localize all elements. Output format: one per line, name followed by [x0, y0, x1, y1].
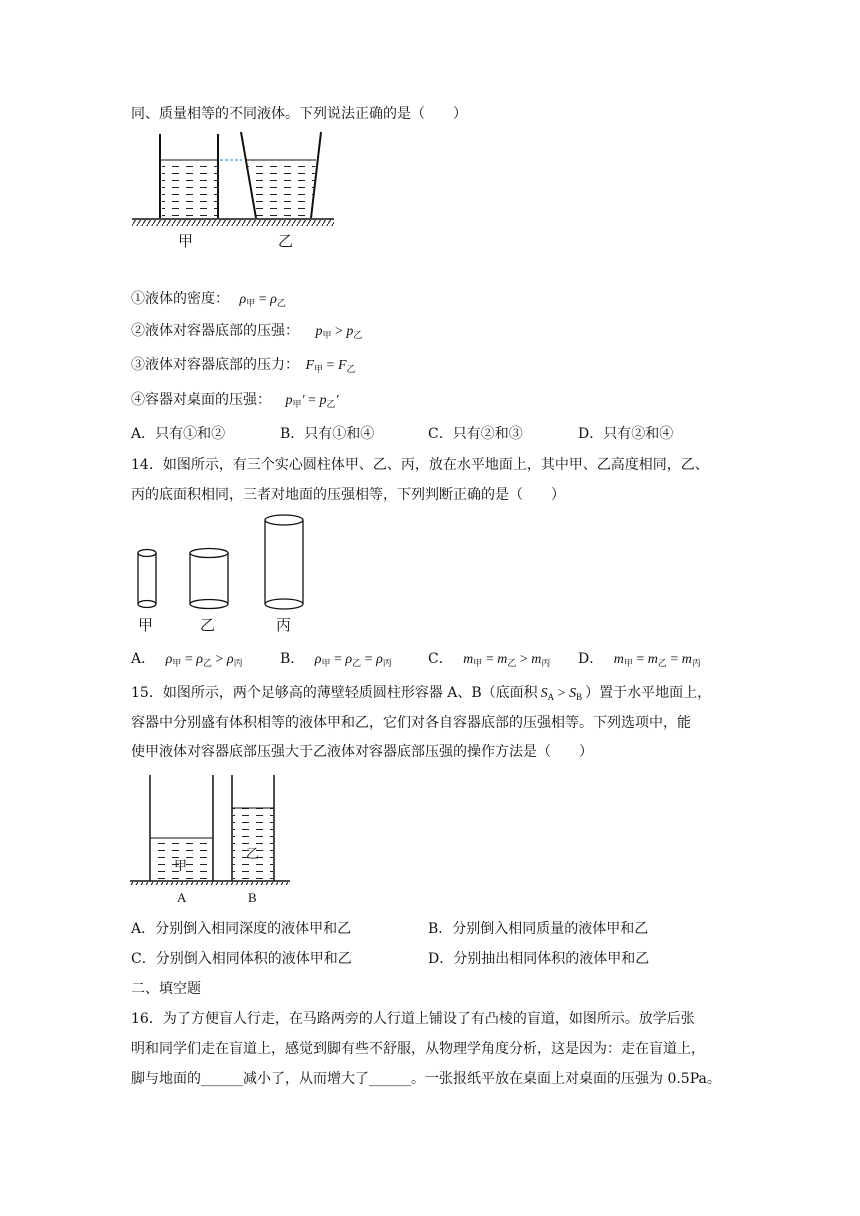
q14-label-yi: 乙	[200, 616, 216, 634]
q15-stem-line-1: 15．如图所示，两个足够高的薄壁轻质圆柱形容器 A、B（底面积 $S_A > S_B$ ）置于水平地面上，	[131, 685, 712, 702]
q15-stem-line-3: 使甲液体对容器底部压强大于乙液体对容器底部压强的操作方法是（ ）	[131, 744, 593, 760]
section-heading-fill-blank: 二、填空题	[131, 981, 201, 997]
q13-stem-tail: 同、质量相等的不同液体。下列说法正确的是（ ）	[131, 106, 467, 122]
q14-figure	[128, 510, 318, 640]
q15-option-a[interactable]: A．分别倒入相同深度的液体甲和乙	[131, 921, 352, 937]
q13-option-c[interactable]: C．只有②和③	[428, 426, 523, 442]
q15-liquid-label-yi: 乙	[246, 846, 260, 861]
q14-option-a[interactable]: A． $\rho_甲 = \rho_乙 > \rho_丙$	[131, 651, 243, 668]
q16-line-1: 16．为了方便盲人行走，在马路两旁的人行道上铺设了有凸棱的盲道，如图所示。放学后张	[131, 1011, 695, 1027]
q13-label-jia: 甲	[178, 232, 194, 250]
q13-label-yi: 乙	[278, 232, 294, 250]
q14-stem-line-1: 14．如图所示，有三个实心圆柱体甲、乙、丙，放在水平地面上，其中甲、乙高度相同，乙、	[131, 457, 709, 473]
q15-liquid-label-jia: 甲	[174, 858, 188, 873]
q13-statement-1: ①液体的密度： $\rho_甲 = \rho_乙$	[131, 291, 286, 308]
q15-option-c[interactable]: C．分别倒入相同体积的液体甲和乙	[131, 951, 352, 967]
q15-container-label-b: B	[248, 890, 257, 905]
q14-option-c[interactable]: C． $m_甲 = m_乙 > m_丙$	[428, 651, 551, 668]
q15-container-label-a: A	[177, 890, 187, 905]
q15-option-d[interactable]: D．分别抽出相同体积的液体甲和乙	[428, 951, 650, 967]
q14-option-b[interactable]: B． $\rho_甲 = \rho_乙 = \rho_丙$	[280, 651, 392, 668]
q15-figure	[128, 770, 293, 910]
q15-option-b[interactable]: B．分别倒入相同质量的液体甲和乙	[428, 921, 649, 937]
q13-option-d[interactable]: D．只有②和④	[578, 426, 674, 442]
q16-line-3: 脚与地面的______减小了，从而增大了______。一张报纸平放在桌面上对桌面的压强为 0.5Pa。	[131, 1071, 721, 1087]
q14-option-d[interactable]: D． $m_甲 = m_乙 = m_丙$	[578, 651, 701, 668]
q13-statement-3: ③液体对容器底部的压力： $F_甲 = F_乙$	[131, 357, 356, 374]
q13-option-a[interactable]: A．只有①和②	[131, 426, 226, 442]
q13-statement-2: ②液体对容器底部的压强： $p_甲 > p_乙$	[131, 323, 363, 340]
q14-label-bing: 丙	[276, 616, 292, 634]
q16-line-2: 明和同学们走在盲道上，感觉到脚有些不舒服，从物理学角度分析，这是因为：走在盲道上，	[131, 1041, 705, 1057]
q14-stem-line-2: 丙的底面积相同，三者对地面的压强相等，下列判断正确的是（ ）	[131, 487, 565, 503]
q13-statement-4: ④容器对桌面的压强： $p_甲' = p_乙'$	[131, 392, 339, 409]
q13-figure	[128, 128, 338, 253]
q14-label-jia: 甲	[138, 616, 154, 634]
q15-stem-line-2: 容器中分别盛有体积相等的液体甲和乙，它们对各自容器底部的压强相等。下列选项中，能	[131, 715, 691, 731]
q13-option-b[interactable]: B．只有①和④	[280, 426, 375, 442]
